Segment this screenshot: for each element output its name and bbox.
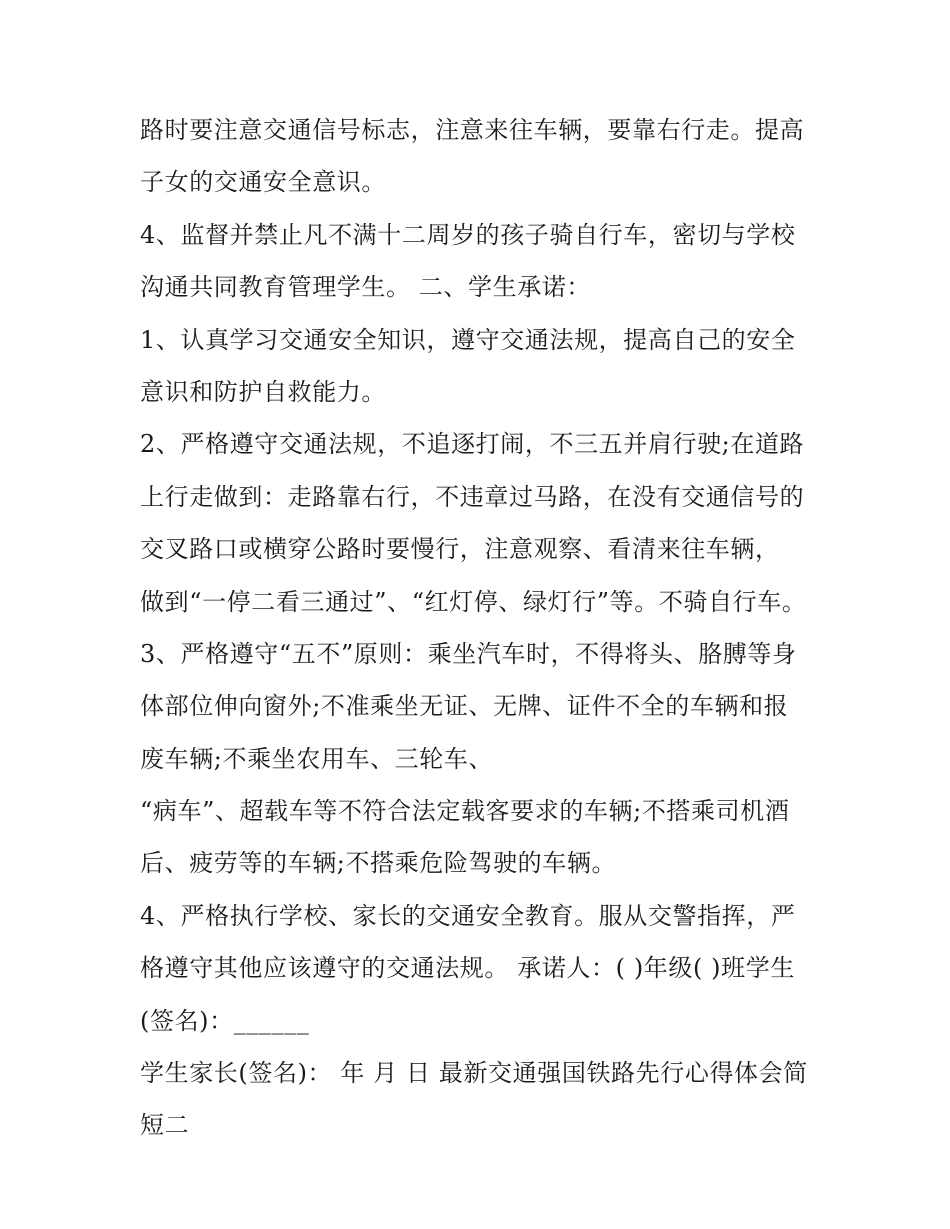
text-line: 短二 <box>140 1111 190 1140</box>
text-line: 废车辆;不乘坐农用车、三轮车、 <box>140 744 494 773</box>
text-line: 上行走做到：走路靠右行，不违章过马路，在没有交通信号的 <box>140 482 805 511</box>
text-line: 2、严格遵守交通法规，不追逐打闹，不三五并肩行驶;在道路 <box>140 430 805 459</box>
text-line: 路时要注意交通信号标志，注意来往车辆，要靠右行走。提高 <box>140 116 805 144</box>
text-line: 意识和防护自救能力。 <box>140 377 386 406</box>
text-line: “病车”、超载车等不符合法定载客要求的车辆;不搭乘司机酒 <box>140 797 790 826</box>
text-line: 3、严格遵守“五不”原则：乘坐汽车时，不得将头、胳膊等身 <box>140 639 797 668</box>
text-line: 后、疲劳等的车辆;不搭乘危险驾驶的车辆。 <box>140 849 617 878</box>
text-line: 格遵守其他应该遵守的交通法规。 承诺人：( )年级( )班学生 <box>140 954 795 983</box>
text-line: 学生家长(签名)： 年 月 日 最新交通强国铁路先行心得体会简 <box>140 1059 808 1088</box>
text-line: 做到“一停二看三通过”、“红灯停、绿灯行”等。不骑自行车。 <box>140 587 807 616</box>
text-line: 子女的交通安全意识。 <box>140 168 386 197</box>
document-body <box>140 104 820 1152</box>
text-line: 1、认真学习交通安全知识，遵守交通法规，提高自己的安全 <box>140 325 796 354</box>
signature-line: (签名)：______ <box>140 1006 310 1035</box>
text-line: 沟通共同教育管理学生。 二、学生承诺： <box>140 273 592 302</box>
text-line: 4、严格执行学校、家长的交通安全教育。服从交警指挥，严 <box>140 901 796 930</box>
text-line: 4、监督并禁止凡不满十二周岁的孩子骑自行车，密切与学校 <box>140 220 796 249</box>
text-line: 体部位伸向窗外;不准乘坐无证、无牌、证件不全的车辆和报 <box>140 692 789 721</box>
text-line: 交叉路口或横穿公路时要慢行，注意观察、看清来往车辆， <box>140 535 780 564</box>
